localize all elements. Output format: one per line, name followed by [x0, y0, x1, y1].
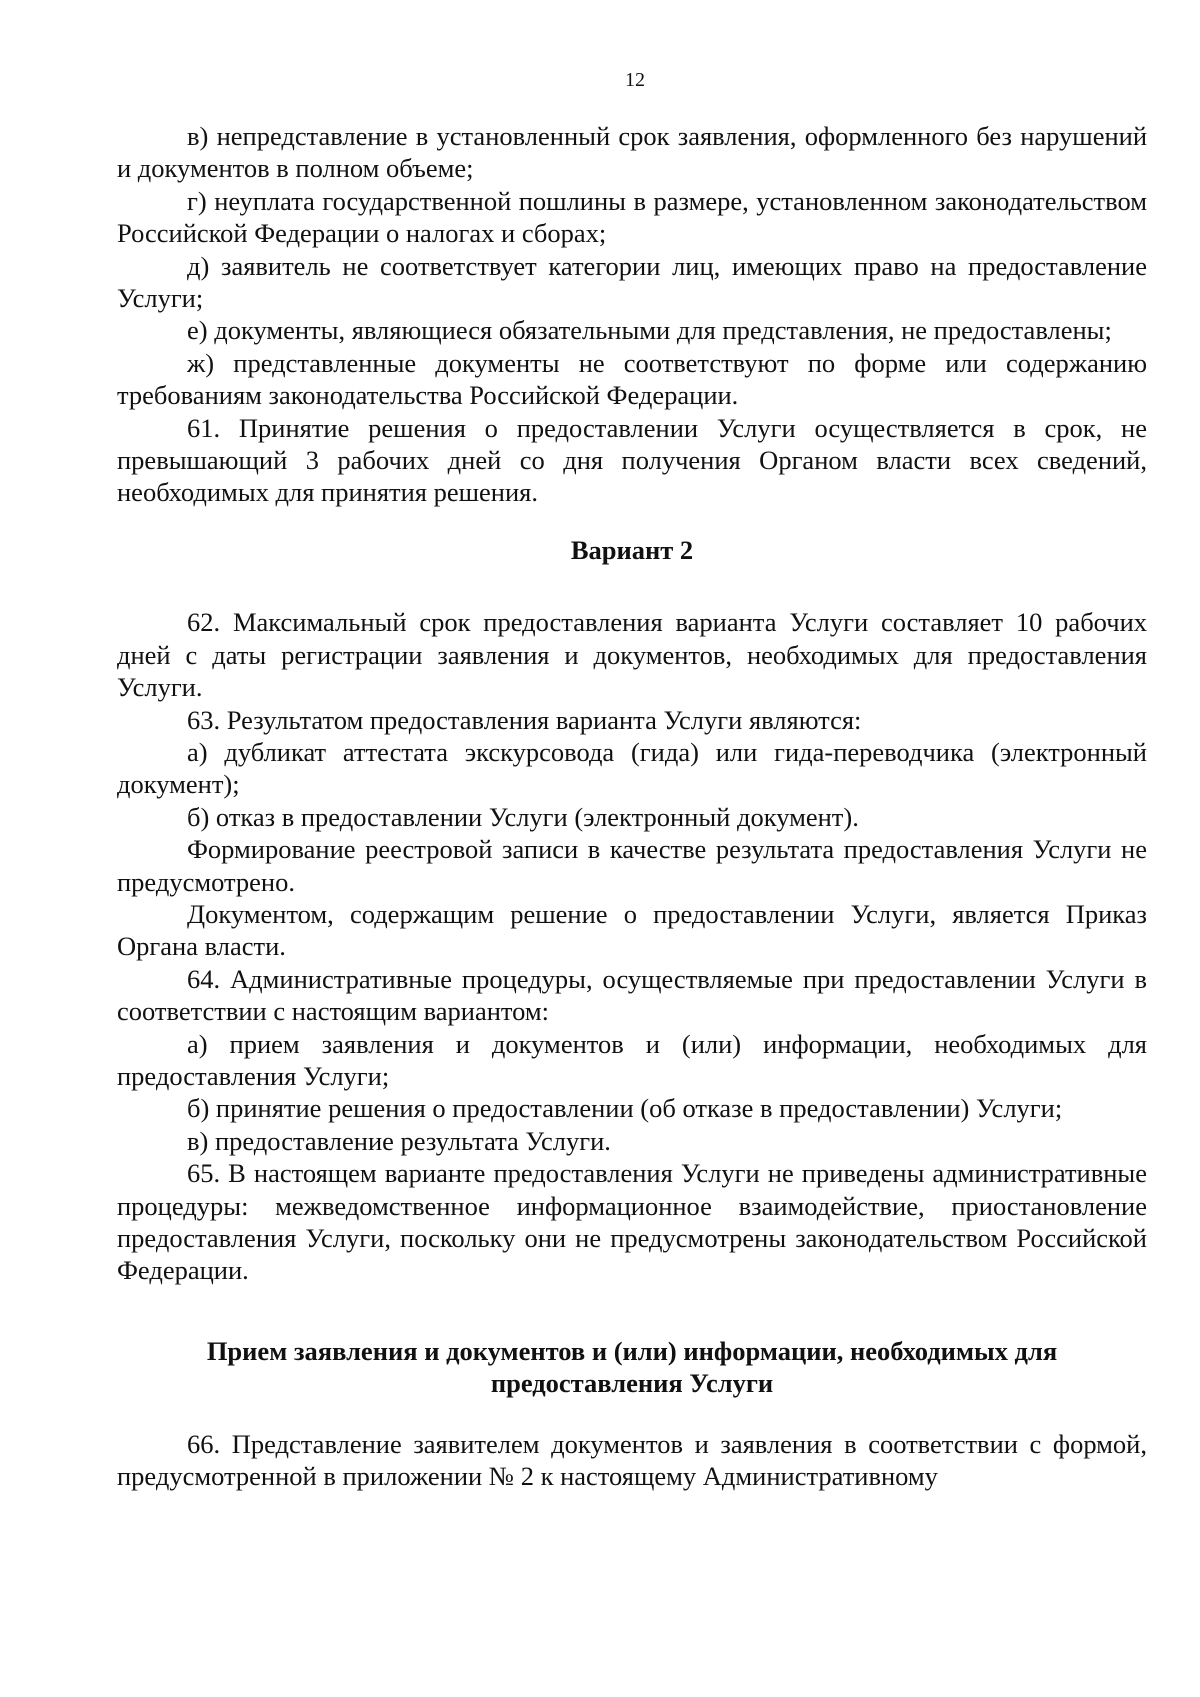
- paragraph-refusal-v: в) непредставление в установленный срок заявления, оформленного без нарушений и документов в полном объеме;: [117, 121, 1147, 184]
- paragraph-63-b: б) отказ в предоставлении Услуги (электронный документ).: [187, 801, 859, 832]
- paragraph-decision-document: Документом, содержащим решение о предоставлении Услуги, является Приказ Органа власти.: [117, 898, 1147, 962]
- paragraph-registry-record: Формирование реестровой записи в качестве результата предоставления Услуги не предусмотрено.: [117, 834, 1147, 897]
- heading-variant-2: Вариант 2: [570, 534, 694, 565]
- document-body: [117, 120, 1147, 1492]
- paragraph-62: 62. Максимальный срок предоставления варианта Услуги составляет 10 рабочих дней с даты регистрации заявления и документов, необходимых для предоставления Услуги.: [117, 607, 1147, 703]
- paragraph-64-a: а) прием заявления и документов и (или) информации, необходимых для предоставления Услуги;: [117, 1028, 1147, 1091]
- paragraph-refusal-zh: ж) представленные документы не соответствуют по форме или содержанию требованиям законодательства Российской Федерации.: [117, 347, 1147, 411]
- paragraph-61: 61. Принятие решения о предоставлении Услуги осуществляется в срок, не превышающий 3 рабочих дней со дня получения Органом власти всех сведений, необходимых для принятия решения.: [117, 412, 1147, 508]
- paragraph-refusal-g: г) неуплата государственной пошлины в размере, установленном законодательством Российской Федерации о налогах и сборах;: [117, 185, 1147, 249]
- paragraph-refusal-d: д) заявитель не соответствует категории лиц, имеющих право на предоставление Услуги;: [117, 250, 1147, 314]
- heading-section-application-reception: Прием заявления и документов и (или) информации, необходимых для предоставления Услуги: [206, 1335, 1058, 1399]
- paragraph-refusal-e: е) документы, являющиеся обязательными для представления, не предоставлены;: [187, 315, 1112, 346]
- paragraph-64-b: б) принятие решения о предоставлении (об отказе в предоставлении) Услуги;: [187, 1093, 1063, 1124]
- paragraph-63-a: а) дубликат аттестата экскурсовода (гида) или гида-переводчика (электронный документ);: [117, 736, 1147, 800]
- paragraph-64: 64. Административные процедуры, осуществляемые при предоставлении Услуги в соответствии с настоящим вариантом:: [117, 963, 1147, 1027]
- page-number: 12: [625, 69, 645, 91]
- paragraph-66: 66. Представление заявителем документов и заявления в соответствии с формой, предусмотренной в приложении № 2 к настоящему Административному: [117, 1428, 1147, 1492]
- paragraph-63: 63. Результатом предоставления варианта Услуги являются:: [187, 704, 862, 735]
- paragraph-65: 65. В настоящем варианте предоставления Услуги не приведены административные процедуры: межведомственное информационное взаимодействие, приостановление предоставления Услуги, поскольку они не предусмотрены законодательством Российской Федерации.: [117, 1158, 1147, 1286]
- paragraph-64-v: в) предоставление результата Услуги.: [187, 1125, 611, 1156]
